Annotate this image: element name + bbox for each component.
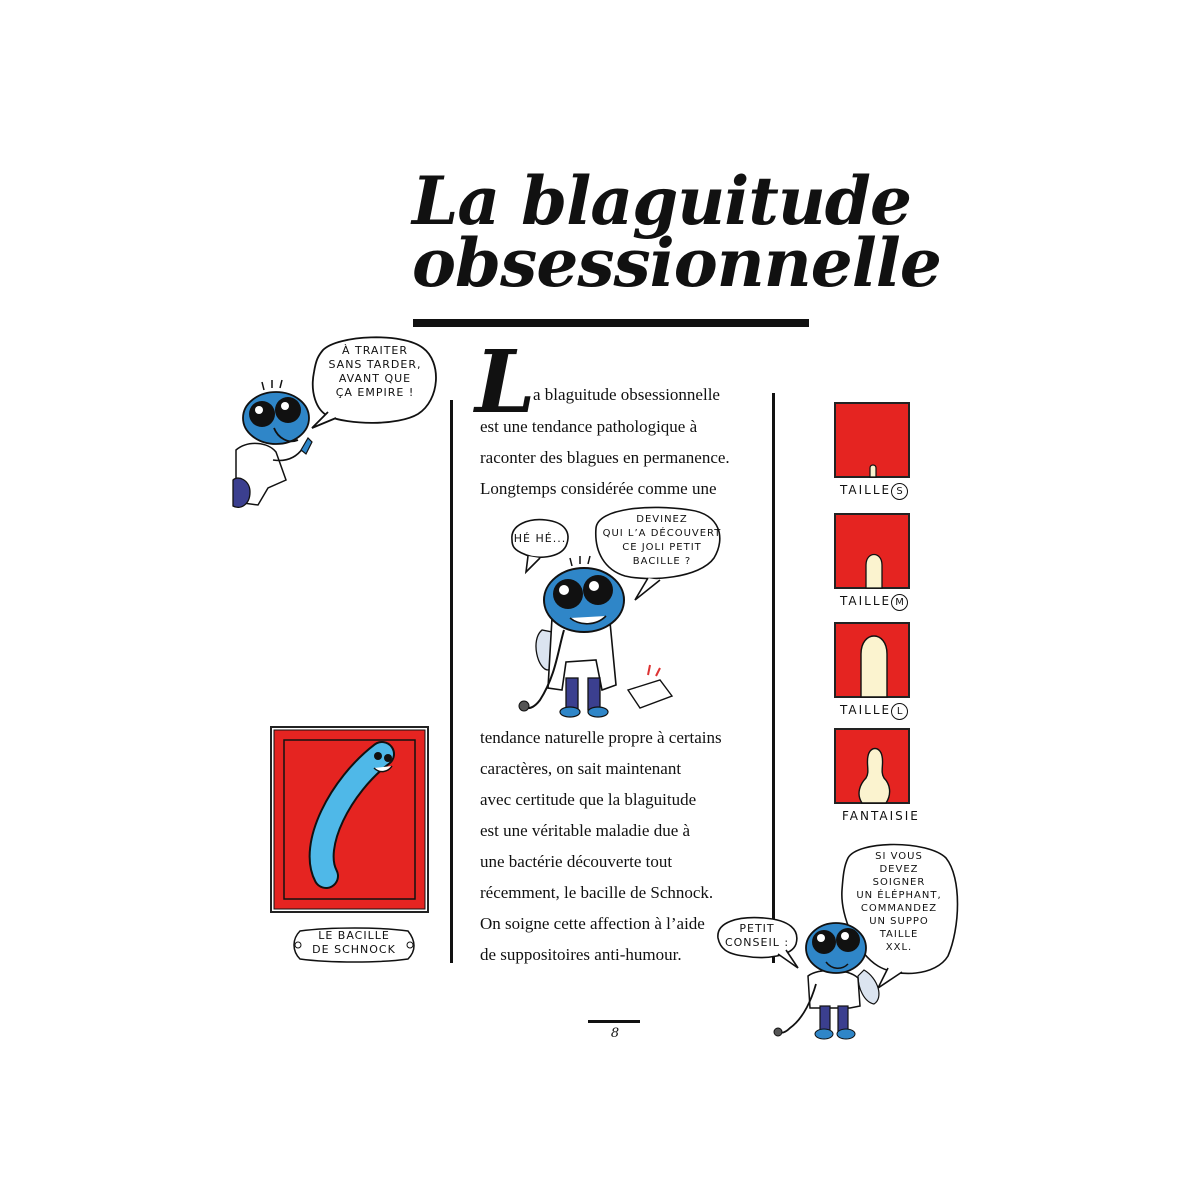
bubble-line: DEVEZ xyxy=(879,864,919,875)
bubble-line: SI VOUS xyxy=(875,851,923,862)
bubble-line: QUI L’A DÉCOUVERT xyxy=(602,528,722,539)
article-line: raconter des blagues en permanence. xyxy=(480,448,730,467)
size-letter-circle: S xyxy=(891,483,908,500)
article-line: On soigne cette affection à l’aide xyxy=(480,914,705,933)
article-line: avec certitude que la blaguitude xyxy=(480,790,697,809)
size-label xyxy=(840,703,910,720)
size-card-l xyxy=(834,622,910,720)
size-card-fantaisie xyxy=(834,728,920,823)
drop-cap: L xyxy=(475,332,536,433)
label-line: LE BACILLE xyxy=(318,929,390,942)
label-line: DE SCHNOCK xyxy=(312,943,396,956)
page-title xyxy=(412,162,941,302)
speech-bubble-center-left xyxy=(510,532,570,546)
size-word: FANTAISIE xyxy=(842,809,920,823)
article-line: tendance naturelle propre à certains xyxy=(480,728,722,747)
title-line-2: obsessionnelle xyxy=(412,224,941,302)
bubble-line: UN ÉLÉPHANT, xyxy=(856,890,942,901)
size-label xyxy=(840,483,910,500)
suppository-fancy-icon xyxy=(854,744,894,804)
speech-bubble-bottom-left xyxy=(720,922,794,950)
title-line-1: La blaguitude xyxy=(412,162,911,240)
article-line: de suppositoires anti-humour. xyxy=(480,945,682,964)
article-line: Longtemps considérée comme une xyxy=(480,479,717,498)
bacille-label xyxy=(296,929,412,957)
suppository-medium-icon xyxy=(862,549,886,589)
bubble-line: TAILLE xyxy=(879,929,919,940)
size-word: TAILLE xyxy=(840,483,892,497)
red-square xyxy=(834,622,910,698)
bubble-line: AVANT QUE xyxy=(338,372,412,385)
red-square xyxy=(834,728,910,804)
size-card-m xyxy=(834,513,910,611)
bubble-line: HÉ HÉ... xyxy=(513,532,567,545)
size-card-s xyxy=(834,402,910,500)
article-line: une bactérie découverte tout xyxy=(480,852,673,871)
bubble-line: SOIGNER xyxy=(872,877,926,888)
bubble-line: COMMANDEZ xyxy=(860,903,938,914)
size-label xyxy=(842,809,920,823)
red-square xyxy=(834,402,910,478)
page-number: 8 xyxy=(610,1026,620,1041)
size-word: TAILLE xyxy=(840,594,892,608)
suppository-small-icon xyxy=(866,462,880,478)
speech-bubble-top-left xyxy=(315,344,435,400)
article-line: caractères, on sait maintenant xyxy=(480,759,682,778)
bubble-line: ÇA EMPIRE ! xyxy=(335,386,415,399)
red-square xyxy=(834,513,910,589)
article-line: récemment, le bacille de Schnock. xyxy=(480,883,714,902)
article-line: est une véritable maladie due à xyxy=(480,821,691,840)
speech-bubble-center-right xyxy=(592,513,732,569)
size-letter-circle: L xyxy=(891,703,908,720)
bubble-line: À TRAITER xyxy=(341,344,409,357)
article-line: a blaguitude obsessionnelle xyxy=(533,385,720,404)
speech-bubble-bottom-right xyxy=(846,850,952,954)
bubble-line: CE JOLI PETIT xyxy=(622,542,702,553)
bacille-frame xyxy=(270,726,430,914)
bubble-line: BACILLE ? xyxy=(632,556,692,567)
bubble-line: UN SUPPO xyxy=(869,916,929,927)
bubble-line: PETIT xyxy=(739,922,775,935)
article-bottom-block xyxy=(480,722,722,970)
suppository-large-icon xyxy=(856,628,892,698)
size-letter-circle: M xyxy=(891,594,908,611)
bubble-line: SANS TARDER, xyxy=(328,358,422,371)
size-label xyxy=(840,594,910,611)
bubble-line: CONSEIL : xyxy=(724,936,790,949)
left-column-rule xyxy=(450,400,453,963)
page-number-rule xyxy=(588,1020,640,1023)
bubble-line: XXL. xyxy=(885,942,913,953)
bubble-line: DEVINEZ xyxy=(636,514,688,525)
title-underline xyxy=(413,319,809,327)
size-word: TAILLE xyxy=(840,703,892,717)
article-line: est une tendance pathologique à xyxy=(480,417,698,436)
